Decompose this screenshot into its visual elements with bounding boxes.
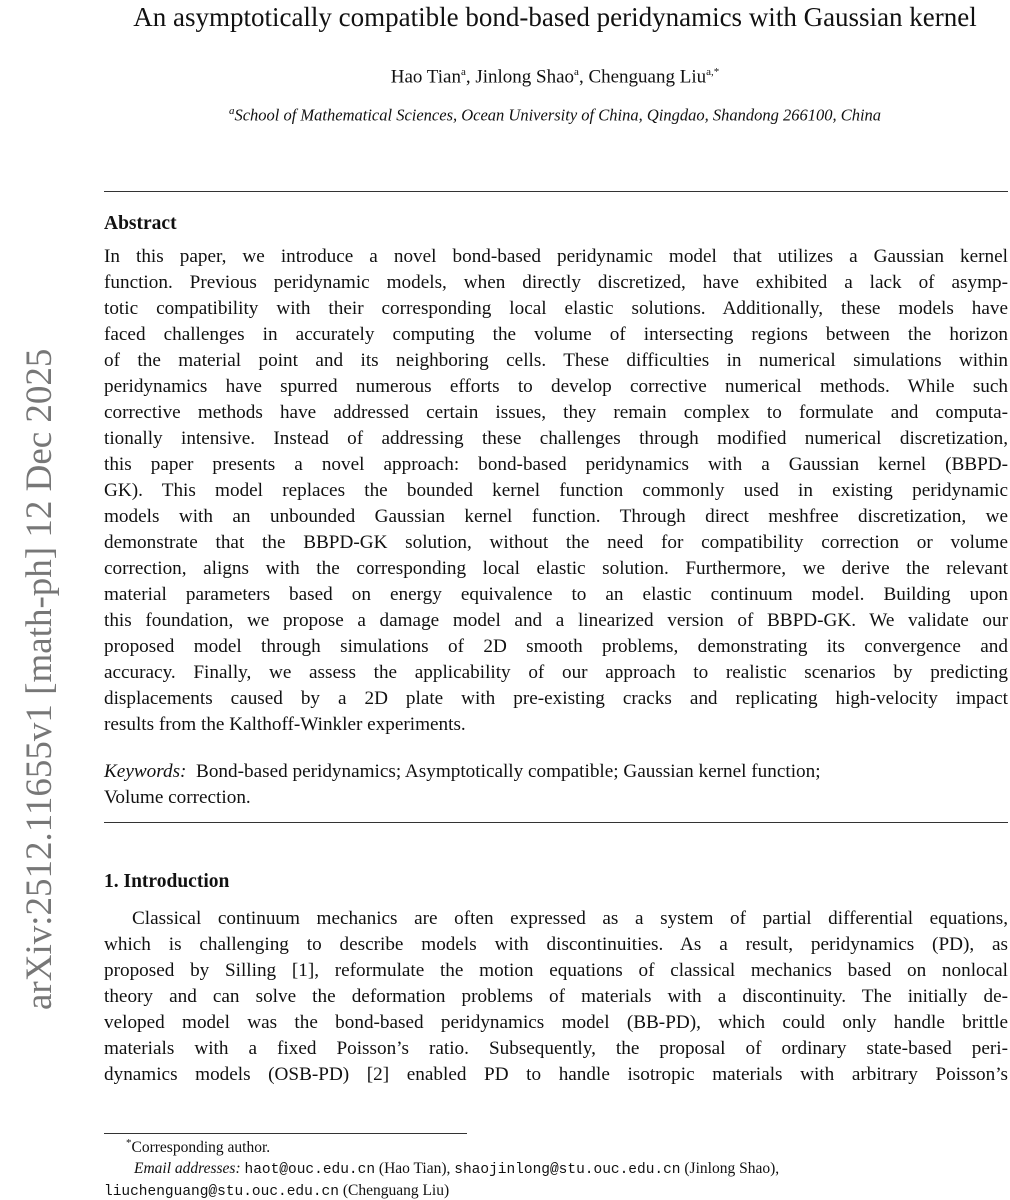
keywords bbox=[104, 759, 1008, 811]
footnote-mark: * bbox=[126, 1137, 132, 1149]
text-line: materials with a fixed Poisson’s ratio. Subsequently, the proposal of ordinary state-based peri- bbox=[104, 1038, 1008, 1059]
email-owner: (Jinlong Shao), bbox=[684, 1160, 780, 1177]
email-link[interactable]: shaojinlong@stu.ouc.edu.cn bbox=[454, 1162, 681, 1178]
footnote-rule bbox=[104, 1133, 467, 1134]
text-line: corrective methods have addressed certain issues, they remain complex to formulate and computa- bbox=[104, 402, 1008, 423]
text-line: peridynamics have spurred numerous efforts to develop corrective numerical methods. While such bbox=[104, 376, 1008, 397]
text-line: this foundation, we propose a damage model and a linearized version of BBPD-GK. We validate our bbox=[104, 610, 1008, 631]
author-affil-mark: a bbox=[460, 66, 466, 78]
arxiv-identifier: arXiv:2512.11655v1 [math-ph] 12 Dec 2025 bbox=[19, 348, 60, 1010]
text-line: tionally intensive. Instead of addressing these challenges through modified numerical discretization, bbox=[104, 428, 1008, 449]
text-line: material parameters based on energy equivalence to an elastic continuum model. Building upon bbox=[104, 584, 1008, 605]
footnote-emails-cont bbox=[104, 1182, 449, 1200]
abstract-bottom-rule bbox=[104, 822, 1008, 823]
email-link[interactable]: haot@ouc.edu.cn bbox=[244, 1162, 376, 1178]
affiliation bbox=[100, 105, 1010, 126]
text-line: displacements caused by a 2D plate with pre-existing cracks and replicating high-velocity impact bbox=[104, 688, 1008, 709]
footnote-corresponding bbox=[126, 1137, 270, 1157]
keywords-text: Bond-based peridynamics; Asymptotically compatible; Gaussian kernel function; bbox=[196, 761, 821, 782]
affil-mark: a bbox=[228, 105, 235, 117]
text-line: of the material point and its neighboring cells. These difficulties in numerical simulations within bbox=[104, 350, 1008, 371]
email-owner: (Hao Tian), bbox=[378, 1160, 451, 1177]
text-line: function. Previous peridynamic models, when directly discretized, have exhibited a lack of asymp- bbox=[104, 272, 1008, 293]
author-list: Hao Tian$^a$, Jinlong Shao$^a$, Chenguang Liu$^{a,*}$ bbox=[390, 66, 720, 88]
text-line: totic compatibility with their corresponding local elastic solutions. Additionally, these models have bbox=[104, 298, 1008, 319]
text-line: demonstrate that the BBPD-GK solution, without the need for compatibility correction or volume bbox=[104, 532, 1008, 553]
keywords-text: Volume correction. bbox=[104, 787, 251, 808]
footnote-text: Corresponding author. bbox=[131, 1139, 271, 1157]
text-line: Classical continuum mechanics are often expressed as a system of partial differential equations, bbox=[132, 908, 1008, 929]
text-line: proposed by Silling [1], reformulate the motion equations of classical mechanics based on nonlocal bbox=[104, 960, 1008, 981]
text-line: models with an unbounded Gaussian kernel function. Through direct meshfree discretization, we bbox=[104, 506, 1008, 527]
author-name: Jinlong Shao bbox=[475, 66, 575, 88]
author-name: Hao Tian bbox=[390, 66, 461, 88]
text-line: this paper presents a novel approach: bond-based peridynamics with a Gaussian kernel (BBPD- bbox=[104, 454, 1008, 475]
text-line: accuracy. Finally, we assess the applicability of our approach to realistic scenarios by predicting bbox=[104, 662, 1008, 683]
keywords-label: Keywords: bbox=[104, 761, 187, 782]
abstract-body bbox=[104, 244, 1008, 738]
introduction-body bbox=[104, 906, 1008, 1088]
text-line: proposed model through simulations of 2D smooth problems, demonstrating its convergence and bbox=[104, 636, 1008, 657]
text-line: faced challenges in accurately computing the volume of intersecting regions between the horizon bbox=[104, 324, 1008, 345]
email-label: Email addresses: bbox=[134, 1160, 241, 1177]
text-line: In this paper, we introduce a novel bond-based peridynamic model that utilizes a Gaussian kernel bbox=[104, 246, 1008, 267]
text-line: results from the Kalthoff-Winkler experiments. bbox=[104, 714, 466, 735]
abstract-top-rule bbox=[104, 191, 1008, 192]
text-line: correction, aligns with the corresponding local elastic solution. Furthermore, we derive the relevant bbox=[104, 558, 1008, 579]
text-line: theory and can solve the deformation problems of materials with a discontinuity. The initially de- bbox=[104, 986, 1008, 1007]
email-owner: (Chenguang Liu) bbox=[342, 1182, 450, 1199]
author-name: Chenguang Liu bbox=[588, 66, 707, 88]
text-line: which is challenging to describe models with discontinuities. As a result, peridynamics (PD), as bbox=[104, 934, 1008, 955]
abstract-heading: Abstract bbox=[104, 213, 177, 234]
author-affil-mark: a,* bbox=[706, 66, 720, 78]
paper-title: An asymptotically compatible bond-based peridynamics with Gaussian kernel bbox=[133, 2, 977, 32]
section-heading-introduction: 1. Introduction bbox=[104, 871, 230, 892]
email-link[interactable]: liuchenguang@stu.ouc.edu.cn bbox=[104, 1184, 339, 1200]
text-line: veloped model was the bond-based peridynamics model (BB-PD), which could only handle brittle bbox=[104, 1012, 1008, 1033]
text-line: GK). This model replaces the bounded kernel function commonly used in existing peridynamic bbox=[104, 480, 1008, 501]
affiliation-text: School of Mathematical Sciences, Ocean University of China, Qingdao, Shandong 266100, China bbox=[234, 105, 882, 125]
author-affil-mark: a bbox=[574, 66, 579, 78]
text-line: dynamics models (OSB-PD) [2] enabled PD to handle isotropic materials with arbitrary Poisson’s bbox=[104, 1064, 1008, 1085]
footnote-emails bbox=[134, 1160, 779, 1178]
